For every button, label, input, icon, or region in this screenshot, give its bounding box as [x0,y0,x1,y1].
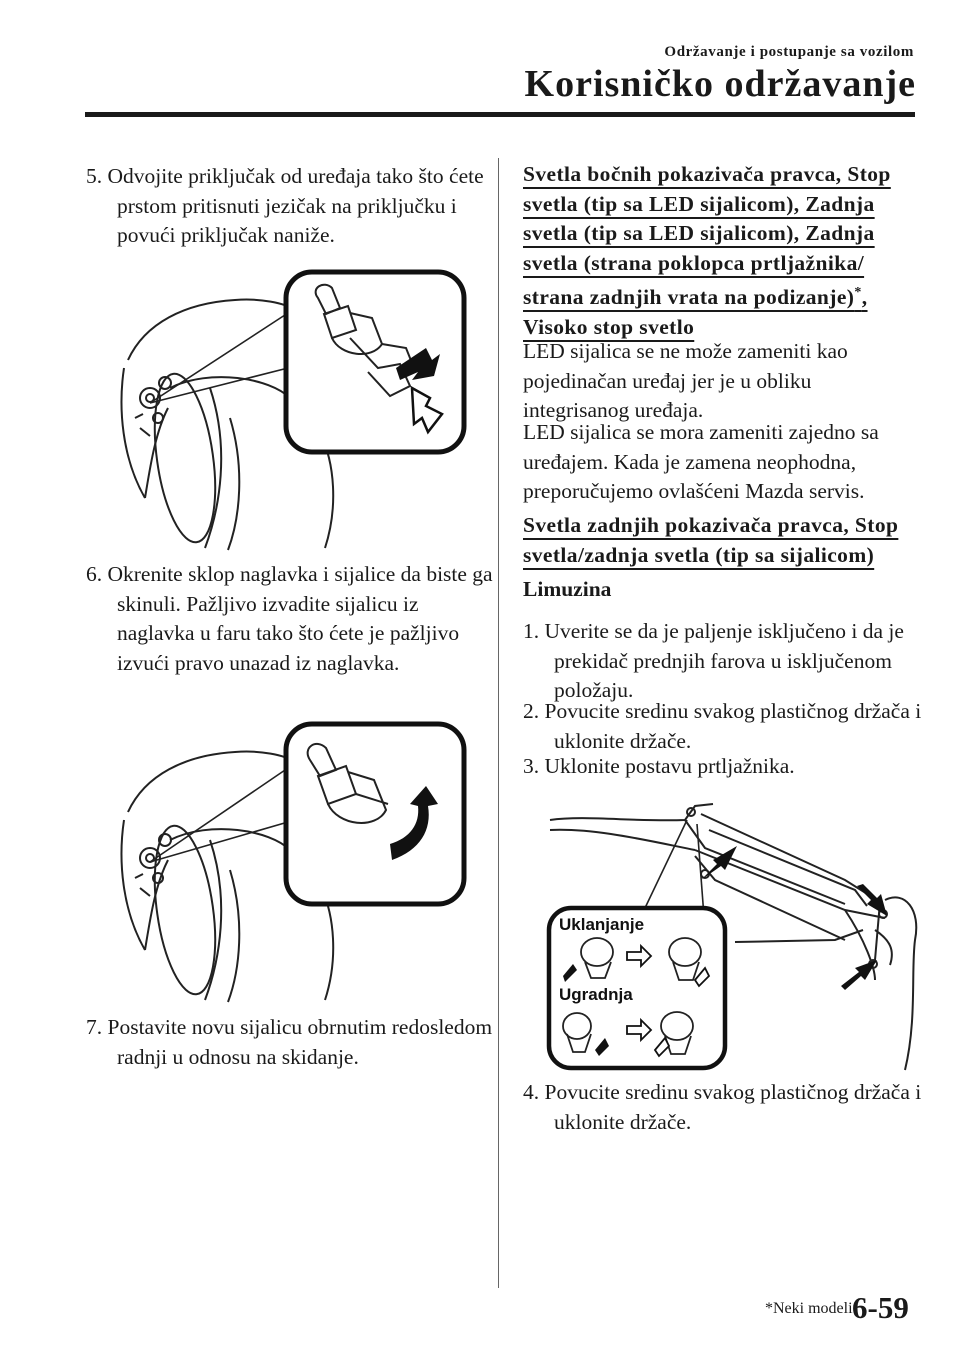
footnote: *Neki modeli. [765,1300,857,1317]
section-heading-bulb: Svetla zadnjih pokazivača pravca, Stop svetla/zadnja svetla (tip sa sijalicom) [523,513,899,567]
led-paragraph-2: LED sijalica se mora zameniti zajedno sa uređajem. Kada je zamena neophodna, preporučujemo ovlašćeni Mazda servis. [523,420,879,503]
section-header: Održavanje i postupanje sa vozilom [664,44,914,60]
subheading-limuzina: Limuzina [523,577,612,601]
step-4: 4. Povucite sredinu svakog plastičnog držača i uklonite držače. [523,1080,922,1134]
header-rule [85,112,915,117]
step-7: 7. Postavite novu sijalicu obrnutim redosledom radnji u odnosu na skidanje. [86,1015,493,1069]
page-number: 6-59 [852,1290,909,1325]
step-2: 2. Povucite sredinu svakog plastičnog držača i uklonite držače. [523,699,922,753]
connector-removal-illustration [110,268,468,558]
bulb-removal-illustration [110,720,468,1010]
page-title: Korisničko održavanje [524,63,916,105]
led-paragraph-1: LED sijalica se ne može zameniti kao pojedinačan uređaj jer je u obliku integrisanog uređaja. [523,339,848,422]
step-5: 5. Odvojite priključak od uređaja tako što ćete prstom pritisnuti jezičak na priključku i povući priključak naniže. [86,164,484,247]
column-divider [498,158,499,1288]
section-heading-led: Svetla bočnih pokazivača pravca, Stop svetla (tip sa LED sijalicom), Zadnja svetla (tip sa LED sijalicom), Zadnja svetla (strana poklopca prtljažnika/ strana zadnjih vrata na podizanje)*, Visoko stop svetlo [523,162,891,339]
step-1: 1. Uverite se da je paljenje isključeno i da je prekidač prednjih farova u isključenom položaju. [523,619,904,702]
step-3: 3. Uklonite postavu prtljažnika. [523,754,795,778]
label-remove: Uklanjanje [559,915,645,934]
trunk-trim-fastener-illustration [545,800,925,1072]
step-6: 6. Okrenite sklop naglavka i sijalice da biste ga skinuli. Pažljivo izvadite sijalicu iz naglavka u faru tako što ćete je pažljivo izvući pravo unazad iz naglavka. [86,562,493,675]
label-install: Ugradnja [559,985,633,1004]
